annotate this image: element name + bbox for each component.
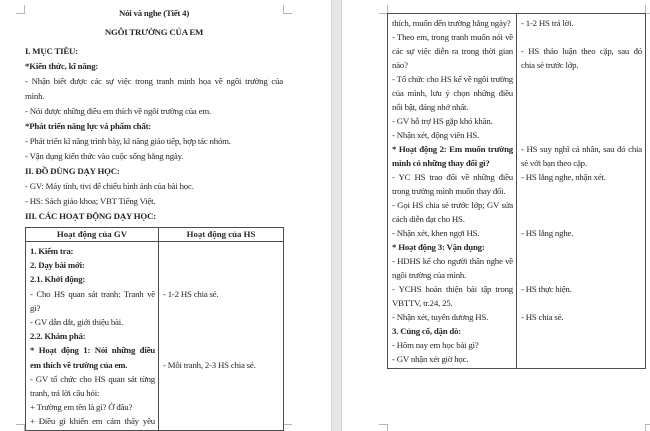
text-line: nổi bật, đáng nhớ nhất. [392,102,469,112]
activities-table-page-1 [25,227,284,431]
gv-activities-cell [26,242,159,431]
text-line: *Kiến thức, kĩ năng: [25,61,99,71]
text-line [521,324,642,338]
margin-crop-mark [283,5,292,14]
text-line: - Vận dụng kiến thức vào cuộc sống hằng ngày. [25,151,184,161]
text-line: - GV tổ chức cho HS quan sát từng [30,373,155,384]
text-line: cách diễn đạt cho HS. [392,214,465,224]
text-line: *Phát triển năng lực và phẩm chất: [25,121,152,131]
margin-crop-mark [283,424,292,431]
text-line: gì? [30,302,41,313]
text-line: - Tổ chức cho HS kể về ngôi trường [392,74,513,84]
table-body-row [26,242,284,431]
page-1-content [25,0,283,431]
text-line: - HS lắng nghe. [521,228,574,238]
text-line: - Nói được những điều em thích về ngôi trường của em. [25,106,211,116]
margin-crop-mark [379,424,388,431]
text-line: - Nhận xét, khen ngợi HS. [392,228,480,238]
text-line: các sự việc diễn ra trong thời gian [392,46,513,56]
text-line: - Nhận xét, tuyên dương HS. [392,312,489,322]
text-line: VBTTV, tr.24, 25. [392,298,453,308]
text-line [521,100,642,114]
text-line: - HDHS kể cho người thân nghe về [392,256,513,266]
lesson-header-text [25,0,283,224]
text-line: I. MỤC TIÊU: [25,46,78,56]
hs-activities-cell [517,14,646,369]
text-line [163,386,280,400]
text-line [521,212,642,226]
page-gap [331,0,342,431]
text-line [163,272,280,286]
text-line [521,30,642,44]
text-line: - YCHS hoàn thiện bài tập trong [392,284,513,294]
hs-activities-cell [159,242,284,431]
text-line [163,343,280,357]
text-line: - GV hỗ trợ HS gặp khó khăn. [392,116,493,126]
text-line: chia sẻ trước lớp. [521,60,579,70]
text-line: 1. Kiểm tra: [30,246,74,256]
text-line: thích, muốn đến trường hằng ngày? [392,18,511,28]
text-line: + Trường em tên là gì? Ở đâu? [30,402,133,413]
text-line: của mình, lưu ý chọn những điều [392,88,513,98]
text-line: - HS chia sẻ. [521,312,564,322]
gv-activities-cell [388,14,517,369]
column-header-gv: Hoạt động của GV [26,228,159,242]
text-line: ngôi trường của mình. [392,270,467,280]
text-line: 2.2. Khám phá: [30,331,86,342]
margin-crop-mark [16,424,25,431]
text-line: - 1-2 HS chia sẻ. [163,288,219,299]
text-line: - HS lắng nghe, nhận xét. [521,172,606,182]
text-line: - Hôm nay em học bài gì? [392,340,479,350]
text-line: - Nhận biết được các sự việc trong tranh minh họa về ngôi trường của [25,76,283,86]
text-line [163,315,280,329]
column-header-hs: Hoạt động của HS [159,228,284,242]
text-line: * Hoạt động 2: Em muốn trường [392,144,513,154]
text-line [521,268,642,282]
text-line: NGÔI TRƯỜNG CỦA EM [104,27,204,37]
text-line: - GV dẫn dắt, giới thiệu bài. [30,316,123,327]
text-line: - Gọi HS chia sẻ trước lớp; GV sửa [392,200,513,210]
text-line [521,128,642,142]
text-line [521,352,642,366]
text-line: - 1-2 HS trả lời. [521,18,574,28]
text-line: tranh, trả lời câu hỏi: [30,387,100,398]
text-line [163,414,280,428]
text-line [163,372,280,386]
text-line: + Điều gì khiến em cảm thấy yêu [30,416,155,427]
text-line: mình. [25,91,45,101]
text-line [521,338,642,352]
text-line: - Cho HS quan sát tranh: Tranh vẽ [30,288,155,299]
text-line: * Hoạt động 3: Vận dụng: [392,242,485,252]
margin-crop-mark [645,424,650,431]
text-line: 2. Dạy bài mới: [30,260,85,271]
text-line: - Phát triển kĩ năng trình bày, kĩ năng giáo tiếp, hợp tác nhóm. [25,136,231,146]
activities-table-page-2 [387,13,646,369]
text-line: - HS suy nghĩ cá nhân, sau đó chia [521,144,642,154]
text-line [163,244,280,258]
text-line: - GV: Máy tính, tivi để chiếu hình ảnh của bài học. [25,181,194,191]
text-line [163,329,280,343]
text-line [163,258,280,272]
text-line: III. CÁC HOẠT ĐỘNG DẠY HỌC: [25,211,156,221]
text-line: - Nhận xét, động viên HS. [392,130,480,140]
text-line: em thích về trường của em. [30,359,128,370]
page-2-content [387,13,645,369]
text-line: II. ĐỒ DÙNG DẠY HỌC: [25,166,120,176]
text-line [163,400,280,414]
text-line: 3. Củng cố, dặn dò: [392,326,462,336]
text-line: - Mỗi tranh, 2-3 HS chia sẻ. [163,359,256,370]
text-line: - Theo em, trong tranh muốn nói về [392,32,513,42]
margin-crop-mark [16,5,25,14]
text-line: - GV nhận xét giờ học. [392,354,469,364]
text-line: trong trường mình muốn thay đổi. [392,186,506,196]
text-line: - HS thực hiện. [521,284,572,294]
text-line [521,254,642,268]
text-line: * Hoạt động 1: Nói những điều [30,345,155,356]
text-line [521,198,642,212]
text-line [521,86,642,100]
text-line [163,301,280,315]
table-header-row [26,228,284,242]
text-line [521,184,642,198]
text-line: - HS thảo luận theo cặp, sau đó [521,46,642,56]
text-line [521,240,642,254]
text-line: - HS: Sách giáo khoa; VBT Tiếng Việt. [25,196,156,206]
text-line: - YC HS trao đổi về những điều [392,172,513,182]
text-line [521,296,642,310]
page-2 [342,0,650,431]
text-line: mình có những thay đổi gì? [392,158,490,168]
table-body-row [388,14,646,369]
text-line: Nói và nghe (Tiết 4) [118,8,190,18]
text-line [521,114,642,128]
text-line: sẻ với bạn theo cặp. [521,158,587,168]
text-line: nào? [392,60,408,70]
text-line: 2.1. Khởi động: [30,274,86,285]
text-line [521,72,642,86]
